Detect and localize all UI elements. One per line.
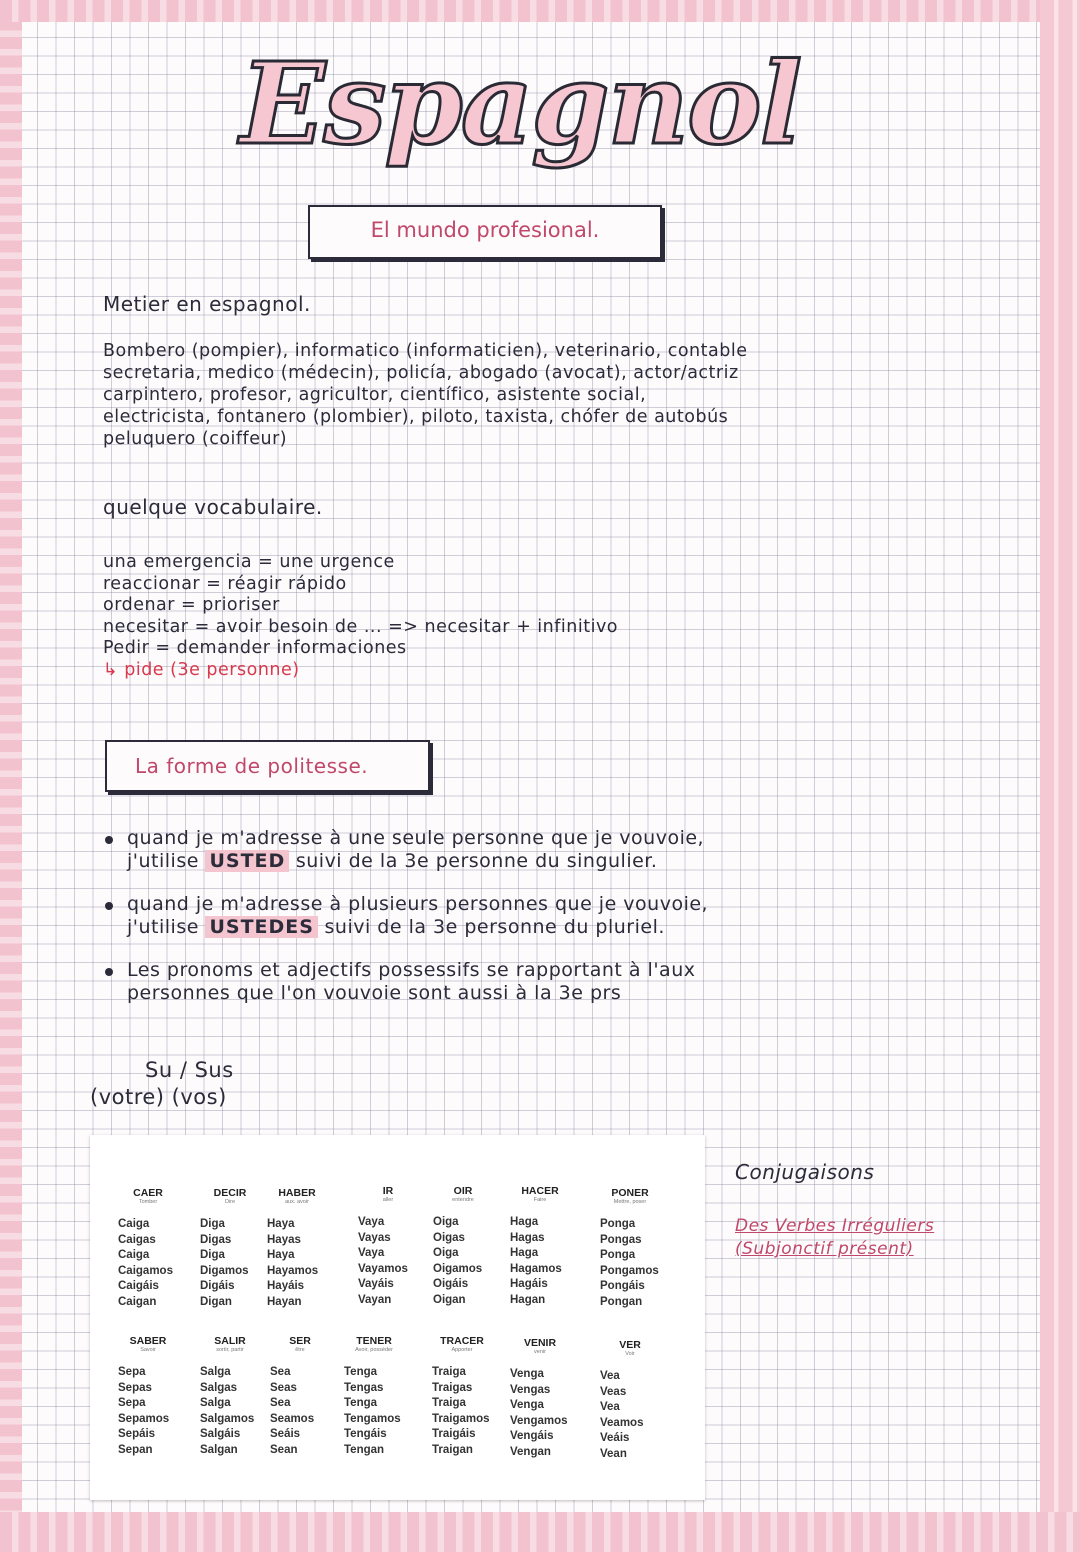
metier-heading: Metier en espagnol. bbox=[103, 292, 311, 316]
verb-name: HABER bbox=[278, 1187, 316, 1199]
votre-vos: (votre) (vos) bbox=[90, 1085, 227, 1109]
verb-block: HACER Faire Haga Hagas Haga Hagamos Hagáis Hagan bbox=[510, 1185, 590, 1308]
verb-name: SER bbox=[289, 1335, 311, 1347]
verb-block: CAER Tomber Caiga Caigas Caiga Caigamos Caigáis Caigan bbox=[118, 1187, 198, 1310]
metier-line: electricista, fontanero (plombier), piloto, taxista, chófer de autobús bbox=[103, 407, 729, 427]
verb-name: TENER bbox=[356, 1335, 392, 1347]
verb-block: DECIR Dire Diga Digas Diga Digamos Digáis Digan bbox=[200, 1187, 280, 1310]
metier-line: peluquero (coiffeur) bbox=[103, 429, 288, 449]
verb-block: TENER Avoir, posséder Tenga Tengas Tenga Tengamos Tengáis Tengan bbox=[344, 1335, 424, 1458]
bullet-line: personnes que l'on vouvoie sont aussi à la 3e prs bbox=[127, 982, 622, 1004]
vocab-list bbox=[103, 552, 618, 681]
vocab-heading: quelque vocabulaire. bbox=[103, 495, 323, 519]
verb-translation: Dire bbox=[224, 1199, 236, 1205]
vocab-note: ↳ pide (3e personne) bbox=[103, 659, 300, 680]
metier-line: carpintero, profesor, agricultor, científico, asistente social, bbox=[103, 385, 647, 405]
verb-translation: être bbox=[295, 1347, 305, 1353]
page-title: Espagnol bbox=[240, 39, 801, 170]
verb-name: VER bbox=[619, 1339, 641, 1351]
highlight-usted: USTED bbox=[205, 850, 289, 872]
pink-margin-top bbox=[0, 0, 1080, 22]
vocab-item: reaccionar = réagir rápido bbox=[103, 573, 347, 594]
politesse-title-box: La forme de politesse. bbox=[105, 740, 430, 792]
vocab-item: ordenar = prioriser bbox=[103, 595, 280, 615]
verb-table-card bbox=[90, 1135, 705, 1500]
verb-block: HABER aux. avoir Haya Hayas Haya Hayamos Hayáis Hayan bbox=[267, 1187, 347, 1310]
bullet-line: quand je m'adresse à plusieurs personnes que je vouvoie, bbox=[127, 893, 709, 915]
verb-block: OIR entendre Oiga Oigas Oiga Oigamos Oigáis Oigan bbox=[433, 1185, 513, 1308]
verb-name: CAER bbox=[133, 1187, 163, 1199]
verb-translation: sortir, partir bbox=[216, 1347, 244, 1353]
verb-translation: Avoir, posséder bbox=[355, 1347, 393, 1353]
verb-name: HACER bbox=[521, 1185, 559, 1197]
verb-block: IR aller Vaya Vayas Vaya Vayamos Vayáis Vayan bbox=[358, 1185, 438, 1308]
su-sus: Su / Sus bbox=[145, 1058, 234, 1082]
verb-block: SALIR sortir, partir Salga Salgas Salga Salgamos Salgáis Salgan bbox=[200, 1335, 280, 1458]
verb-translation: Tomber bbox=[138, 1199, 158, 1205]
metier-line: secretaria, medico (médecin), policía, abogado (avocat), actor/actriz bbox=[103, 363, 739, 383]
bullet-line: Les pronoms et adjectifs possessifs se rapportant à l'aux bbox=[127, 959, 696, 981]
verb-block: VENIR venir Venga Vengas Venga Vengamos Vengáis Vengan bbox=[510, 1337, 590, 1460]
conjugaisons-title: Conjugaisons bbox=[735, 1160, 875, 1184]
verb-translation: Savoir bbox=[140, 1347, 156, 1353]
verb-block: VER Voir Vea Veas Vea Veamos Veáis Vean bbox=[600, 1339, 680, 1462]
vocab-item: Pedir = demander informaciones bbox=[103, 638, 407, 658]
verb-block: TRACER Apporter Traiga Traigas Traiga Traigamos Traigáis Traigan bbox=[432, 1335, 512, 1458]
vocab-item: una emergencia = une urgence bbox=[103, 552, 395, 572]
verb-name: DECIR bbox=[213, 1187, 247, 1199]
verb-block: SABER Savoir Sepa Sepas Sepa Sepamos Sepáis Sepan bbox=[118, 1335, 198, 1458]
verb-translation: aux. avoir bbox=[285, 1199, 309, 1205]
politesse-bullets bbox=[105, 827, 965, 1025]
verb-translation: aller bbox=[382, 1197, 394, 1203]
section-title-box: El mundo profesional. bbox=[308, 205, 662, 259]
verb-translation: Mettre, poser bbox=[613, 1199, 647, 1205]
bullet-line: j'utilise USTED suivi de la 3e personne du singulier. bbox=[127, 850, 658, 872]
vocab-item: necesitar = avoir besoin de ... => necesitar + infinitivo bbox=[103, 616, 619, 637]
verb-translation: Apporter bbox=[451, 1347, 473, 1353]
verb-name: OIR bbox=[453, 1185, 473, 1197]
verb-translation: Voir bbox=[625, 1351, 635, 1357]
verb-name: IR bbox=[382, 1185, 394, 1197]
verb-block: SER être Sea Seas Sea Seamos Seáis Sean bbox=[270, 1335, 350, 1458]
bullet-line: j'utilise USTEDES suivi de la 3e personne du pluriel. bbox=[127, 916, 665, 938]
verb-name: PONER bbox=[611, 1187, 649, 1199]
verb-translation: entendre bbox=[452, 1197, 474, 1203]
metier-list bbox=[103, 340, 1023, 450]
bullet-line: quand je m'adresse à une seule personne que je vouvoie, bbox=[127, 827, 705, 849]
verb-name: SALIR bbox=[214, 1335, 246, 1347]
verb-translation: Faire bbox=[533, 1197, 547, 1203]
pink-margin-bottom bbox=[0, 1512, 1080, 1552]
verb-translation: venir bbox=[534, 1349, 546, 1355]
pink-margin-right bbox=[1040, 0, 1080, 1552]
bullet-item bbox=[105, 827, 965, 873]
highlight-ustedes: USTEDES bbox=[205, 916, 318, 938]
verb-name: TRACER bbox=[440, 1335, 484, 1347]
verb-name: VENIR bbox=[523, 1337, 557, 1349]
bullet-item bbox=[105, 893, 965, 939]
bullet-item bbox=[105, 959, 965, 1005]
metier-line: Bombero (pompier), informatico (informaticien), veterinario, contable bbox=[103, 341, 748, 361]
verb-name: SABER bbox=[129, 1335, 167, 1347]
verb-block: PONER Mettre, poser Ponga Pongas Ponga Pongamos Pongáis Pongan bbox=[600, 1187, 659, 1308]
conjugaisons-subtitle: Des Verbes Irréguliers (Subjonctif présent) bbox=[735, 1216, 935, 1259]
pink-margin-left bbox=[0, 0, 22, 1552]
